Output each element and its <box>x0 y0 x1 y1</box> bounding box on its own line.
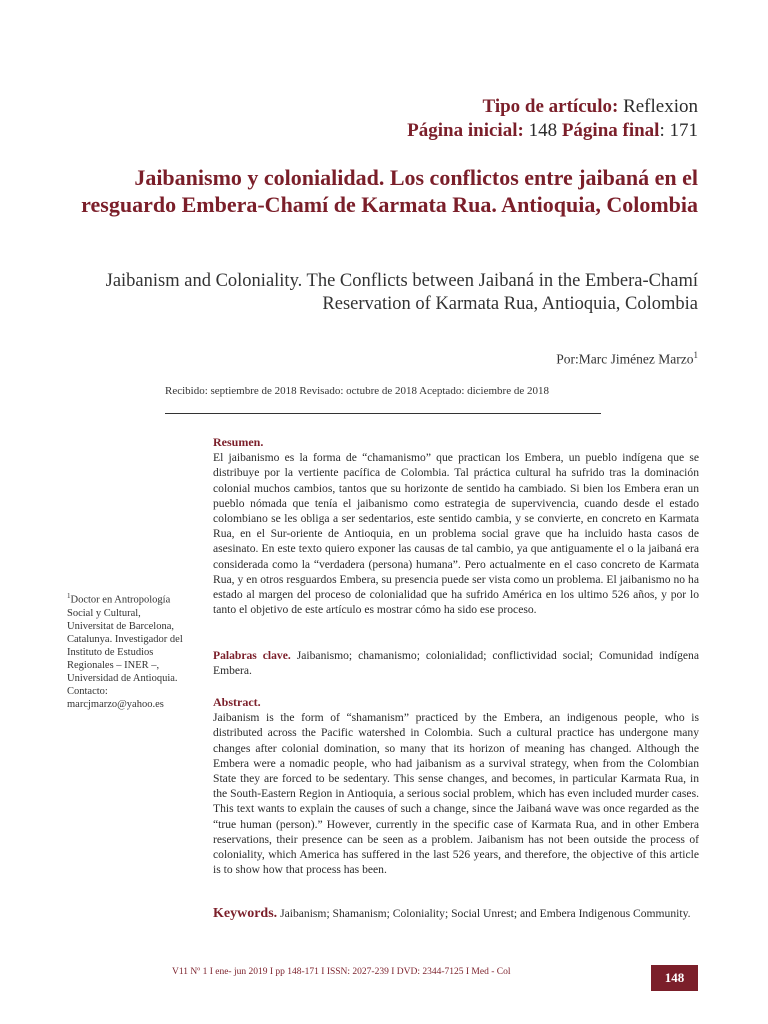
resumen-body: El jaibanismo es la forma de “chamanismo” que practican los Embera, un pueblo indígena que se distribuye por la vertiente pacífica de Colombia. Tal práctica cultural ha sufrido tras la dominación colonial muchos cambios, tantos que su horizonte de sentido ha cambiado. Si bien los Embera eran un pueblo nómada que tenía el jaibanismo como estrategia de supervivencia, cuando desde el estado colombiano se les obliga a ser sedentarios, este sentido cambia, y se convierte, en concreto en Karmata Rua, en el Sur-oriente de Antioquia, en un problema social grave que ha incluido hasta casos de asesinato. En este texto quiero exponer las causas de tal cambio, ya que antiguamente el o la jaibaná era considerada como la “verdadera (persona) humana”. Pero actualmente en el caso concreto de Karmata Rua, y en otros resguardos Embera, su presencia puede ser vista como un problema. El jaibanismo no ha estado al margen del proceso de colonialidad que ha sufrido América en los ultimo 526 años, y por lo tanto el objetivo de este artículo es mostrar cómo ha sido ese proceso. <box>213 451 699 617</box>
abstract-body: Jaibanism is the form of “shamanism” practiced by the Embera, an indigenous people, who is distributed across the Pacific watershed in Colombia. Such a cultural practice has undergone many changes after colonial domination, so many that its horizon of meaning has changed. Although the Embera were a nomadic people, who had jaibanism as a survival strategy, when from the Colombian State they are forced to be sedentary. This sense changes, and becomes, in particular Karmata Rua, in the South-Eastern Region in Antioquia, a serious social problem, which has even included murder cases. This text wants to explain the causes of such a change, since the Jaibaná wave was once regarded as the “true human (person).” However, currently in the specific case of Karmata Rua, and in other Embera reservations, their presence can be seen as a problem. Jaibanism has not been outside the process of coloniality, which America has suffered in the last 526 years, and therefore, the objective of this article is to show how that process has been. <box>213 711 699 877</box>
page-range <box>407 119 698 143</box>
abstract-heading: Abstract. <box>213 695 261 709</box>
footnote-marker: 1 <box>67 592 71 600</box>
article-type <box>482 95 698 119</box>
author-footnote-marker: 1 <box>693 350 698 360</box>
keywords-spanish-text: Jaibanismo; chamanismo; colonialidad; conflictividad social; Comunidad indígena Embera. <box>213 649 699 678</box>
article-type-label: Tipo de artículo: <box>482 96 619 117</box>
end-page-value: : 171 <box>659 120 698 141</box>
author-footnote <box>67 590 187 711</box>
keywords-spanish-label: Palabras clave. <box>213 649 291 662</box>
title-spanish: Jaibanismo y colonialidad. Los conflictos entre jaibaná en el resguardo Embera-Chamí de Karmata Rua. Antioquia, Colombia <box>81 165 698 217</box>
author-name: Por:Marc Jiménez Marzo <box>556 351 694 367</box>
resumen-heading: Resumen. <box>213 435 264 449</box>
abstract-section <box>213 695 699 877</box>
submission-dates: Recibido: septiembre de 2018 Revisado: octubre de 2018 Aceptado: diciembre de 2018 <box>165 385 549 397</box>
keywords-english <box>213 906 699 921</box>
article-type-value: Reflexion <box>623 96 698 117</box>
keywords-spanish <box>213 648 699 678</box>
footnote-text: Doctor en Antropología Social y Cultural, Universitat de Barcelona, Catalunya. Investigador del Instituto de Estudios Regionales – INER –, Universidad de Antioquia. Contacto: marcjmarzo@yahoo.es <box>67 594 183 710</box>
divider <box>165 413 601 414</box>
author-byline <box>556 350 698 368</box>
start-page-value: 148 <box>528 120 558 141</box>
footer-citation: V11 Nº 1 I ene- jun 2019 I pp 148-171 I ISSN: 2027-239 I DVD: 2344-7125 I Med - Col <box>172 967 511 977</box>
title-english: Jaibanism and Coloniality. The Conflicts between Jaibaná in the Embera-Chamí Reservation of Karmata Rua, Antioquia, Colombia <box>105 271 698 314</box>
page-number-badge: 148 <box>651 965 698 991</box>
end-page-label: Página final <box>561 120 660 141</box>
start-page-label: Página inicial: <box>407 120 524 141</box>
keywords-english-label: Keywords. <box>213 906 278 921</box>
keywords-english-text: Jaibanism; Shamanism; Coloniality; Social Unrest; and Embera Indigenous Community. <box>277 907 691 920</box>
resumen-section <box>213 435 699 617</box>
